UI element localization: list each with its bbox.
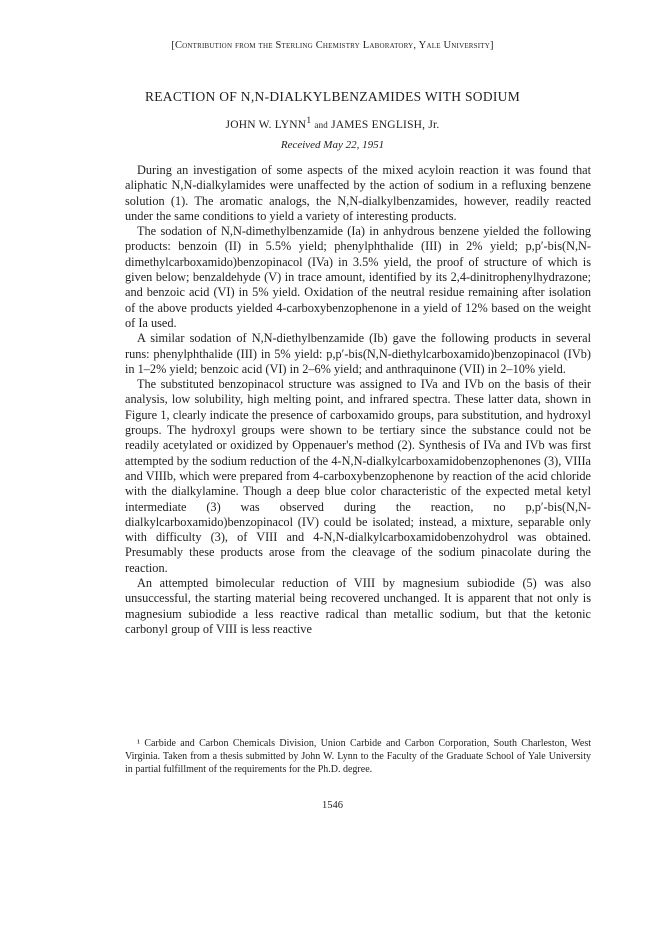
article-title: REACTION OF N,N-DIALKYLBENZAMIDES WITH SODIUM xyxy=(144,89,521,104)
author-conjunction: and xyxy=(314,119,328,130)
footnote-1: ¹ Carbide and Carbon Chemicals Division, Union Carbide and Carbon Corporation, South Charleston, West Virginia. Taken from a thesis submitted by John W. Lynn to the Faculty of the Graduate School of Yale University in partial fulfillment of the requirements for the Ph.D. degree. xyxy=(125,738,591,775)
article-body xyxy=(125,163,591,637)
paragraph-3: A similar sodation of N,N-diethylbenzamide (Ib) gave the following products in several runs: phenylphthalide (III) in 5% yield: p,p′-bis(N,N-diethylcarboxamido)benzopinacol (IVb) in 1–2% yield; benzoic acid (VI) in 2–6% yield; and anthraquinone (VII) in 2–10% yield. xyxy=(125,331,591,376)
paragraph-4: The substituted benzopinacol structure was assigned to IVa and IVb on the basis of their analysis, low solubility, high melting point, and infrared spectra. These latter data, shown in Figure 1, clearly indicate the presence of carboxamido groups, para substitution, and hydroxyl groups. The hydroxyl groups were shown to be tertiary since the substance could not be readily acetylated or oxidized by Oppenauer's method (2). Synthesis of IVa and IVb was first attempted by the sodium reduction of the 4-N,N-dialkylcarboxamidobenzophenones (3), VIIIa and VIIIb, which were prepared from 4-carboxybenzophenone by reaction of the acid chloride with the dialkylamine. Though a deep blue color characteristic of the expected metal ketyl intermediate (3) was observed during the reaction, no p,p′-bis(N,N-dialkylcarboxamido)benzopinacol (IV) could be isolated; instead, a mixture, separable only with difficulty (3), of VIII and 4-N,N-dialkylcarboxamidobenzohydrol was obtained. Presumably these products arose from the cleavage of the sodium pinacolate during the reaction. xyxy=(125,377,591,575)
author-1-footnote-mark: 1 xyxy=(306,115,312,126)
author-1: JOHN W. LYNN xyxy=(225,118,307,131)
paragraph-2: The sodation of N,N-dimethylbenzamide (Ia) in anhydrous benzene yielded the following products: benzoin (II) in 5.5% yield; phenylphthalide (III) in 2% yield; p,p′-bis(N,N-dimethylcarboxamido)benzopinacol (IVa) in 3.5% yield, the proof of structure of which is given below; benzaldehyde (V) in trace amount, identified by its 2,4-dinitrophenylhydrazone; and benzoic acid (VI) in 5% yield. Oxidation of the neutral residue remaining after isolation of the above products yielded 4-carboxybenzophenone in a yield of 12% based on the weight of Ia used. xyxy=(125,224,591,330)
page-number: 1546 xyxy=(322,800,343,811)
contribution-line: [Contribution from the Sterling Chemistry Laboratory, Yale University] xyxy=(171,40,494,51)
received-date: Received May 22, 1951 xyxy=(280,139,385,151)
paragraph-5: An attempted bimolecular reduction of VIII by magnesium subiodide (5) was also unsuccessful, the starting material being recovered unchanged. It is apparent that not only is magnesium subiodide a less reactive radical than metallic sodium, but that the ketonic carbonyl group of VIII is less reactive xyxy=(125,576,591,636)
footnotes xyxy=(125,737,591,776)
paragraph-1: During an investigation of some aspects of the mixed acyloin reaction it was found that aliphatic N,N-dialkylamides were unaffected by the action of sodium in a refluxing benzene solution (1). The aromatic analogs, the N,N-dialkylbenzamides, however, readily reacted under the same conditions to yield a variety of interesting products. xyxy=(125,163,591,223)
author-line xyxy=(0,115,665,131)
author-2: JAMES ENGLISH, Jr. xyxy=(331,118,440,131)
